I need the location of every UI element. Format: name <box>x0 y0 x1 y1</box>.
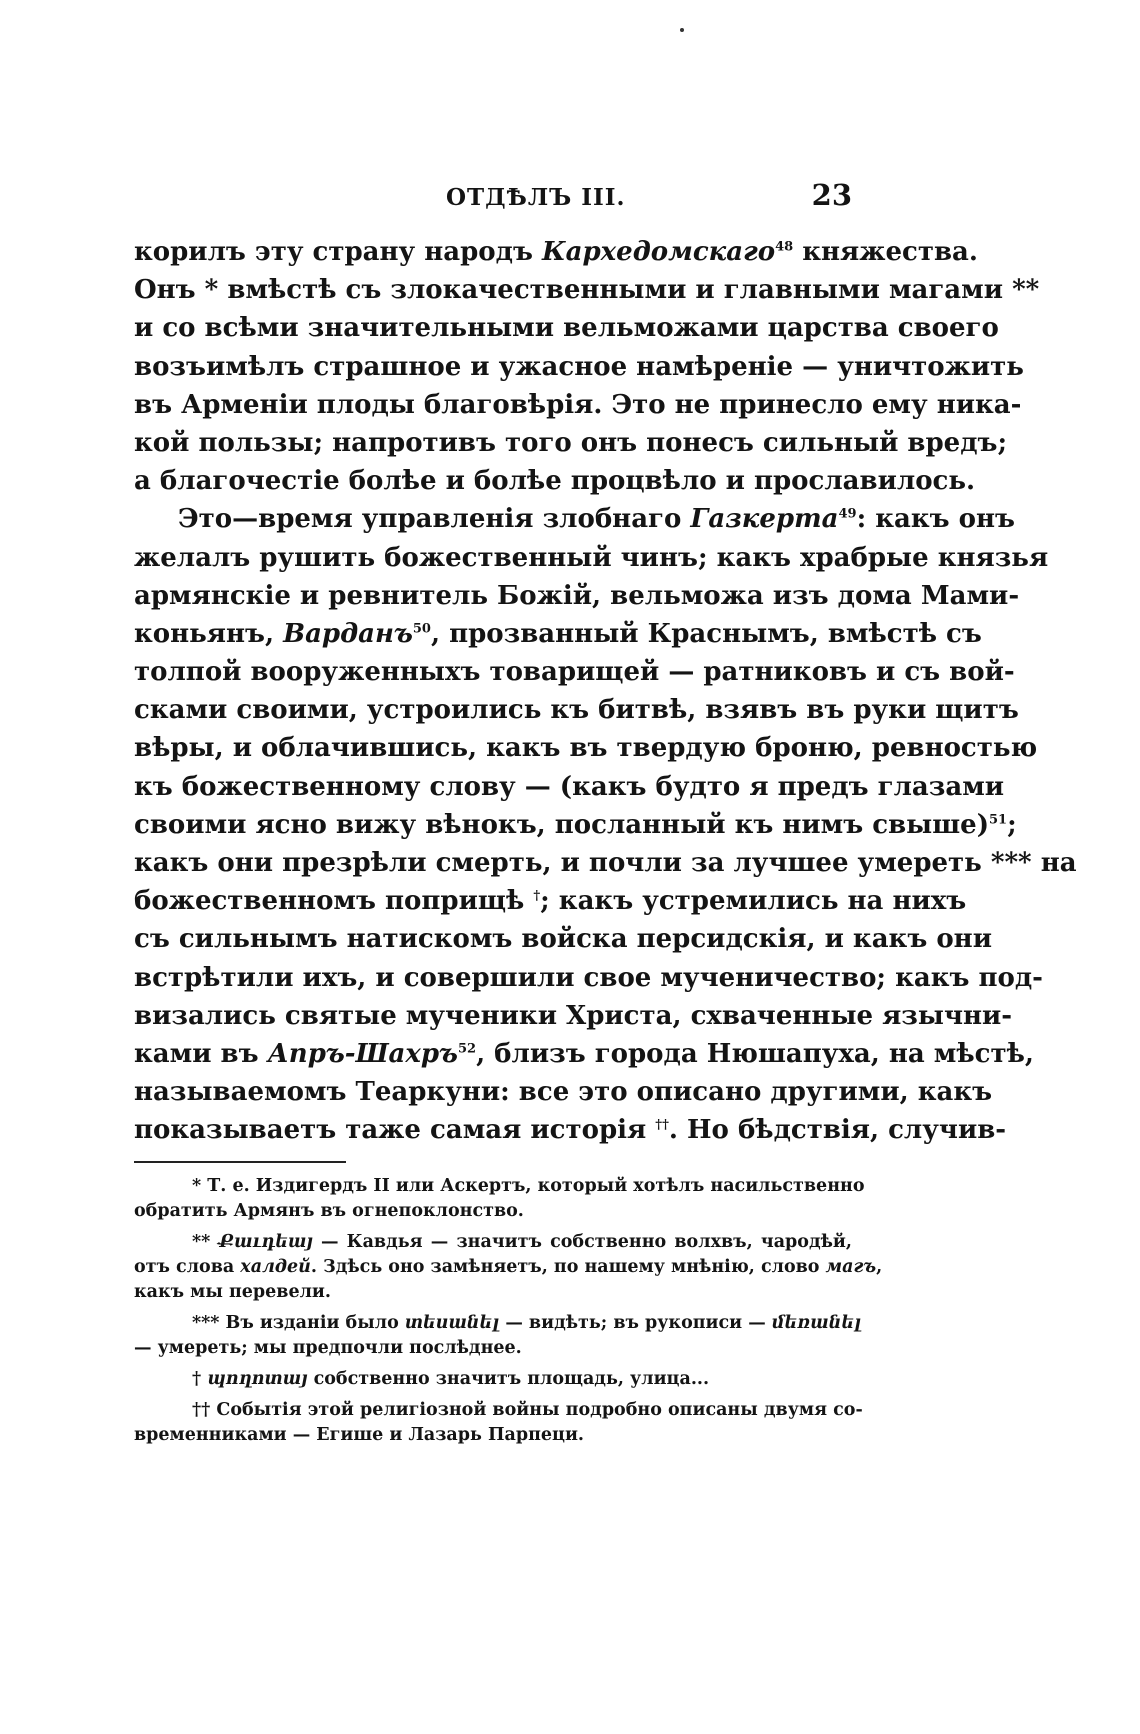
text-line <box>134 577 1020 615</box>
text-line <box>134 539 1049 577</box>
text-run: — видѣть; въ рукописи — <box>499 1313 772 1333</box>
footnote-line <box>134 1255 883 1280</box>
footnote-marker: 50 <box>412 621 431 637</box>
footnote-line <box>134 1398 863 1423</box>
footnotes <box>134 1174 883 1454</box>
footnote-line <box>134 1230 852 1255</box>
text-run: . Но бѣдствія, случив- <box>668 1115 1007 1146</box>
text-run: †† Событія этой религіозной войны подробно описаны двумя со- <box>192 1400 863 1420</box>
footnote <box>134 1230 883 1305</box>
text-run: возъимѣлъ страшное и ужасное намѣреніе — уничтожить <box>134 351 1024 382</box>
text-run: какъ они презрѣли смерть, и почли за лучшее умереть *** на <box>134 848 1077 878</box>
text-line <box>134 615 982 653</box>
footnote-line <box>134 1336 852 1361</box>
text-line <box>134 729 1038 767</box>
text-run: — Кавдья — значитъ собственно волхвъ, чародѣй, <box>312 1232 852 1252</box>
text-run: въ Арменіи плоды благовѣрія. Это не принесло ему ника- <box>134 389 1022 420</box>
text-run: встрѣтили ихъ, и совершили свое мученичество; какъ под- <box>134 962 1043 993</box>
text-run: толпой вооруженныхъ товарищей — ратниковъ и съ вой- <box>134 657 1015 688</box>
text-line <box>134 1035 1034 1073</box>
footnote-line <box>134 1367 852 1392</box>
text-run: сками своими, устроились къ битвѣ, взявъ въ руки щитъ <box>134 695 1019 726</box>
footnote <box>134 1311 862 1361</box>
running-header <box>134 178 852 218</box>
text-line <box>134 997 1013 1035</box>
speck-mark <box>680 28 684 32</box>
text-run: кой пользы; напротивъ того онъ понесъ сильный вредъ; <box>134 427 1008 458</box>
text-run: показываетъ таже самая исторія <box>134 1115 656 1146</box>
italic-term: Апръ-Шахръ <box>267 1038 458 1069</box>
footnote-line <box>134 1280 852 1305</box>
italic-term: Варданъ <box>283 618 413 649</box>
italic-term: պողոտայ <box>207 1369 308 1389</box>
text-run: армянскіе и ревнитель Божій, вельможа изъ дома Мами- <box>134 580 1020 611</box>
text-run: ками въ <box>134 1038 268 1069</box>
text-run: ** <box>192 1232 219 1252</box>
text-run: съ сильнымъ натискомъ войска персидскія, и какъ они <box>134 924 992 955</box>
section-title: ОТДѢЛЪ III. <box>446 184 626 211</box>
italic-term: халдей <box>240 1257 311 1277</box>
footnote-marker: 52 <box>457 1041 477 1057</box>
text-line <box>134 959 1043 997</box>
text-run: , прозванный Краснымъ, вмѣстѣ съ <box>430 618 982 649</box>
text-line <box>134 691 1019 729</box>
text-line <box>134 1111 1007 1149</box>
text-run: обратить Армянъ въ огнепоклонство. <box>134 1201 524 1221</box>
text-line <box>134 768 1005 806</box>
text-run: княжества. <box>793 237 978 267</box>
text-run: : какъ онъ <box>856 504 1015 535</box>
text-run: Это—время управленія злобнаго <box>178 504 691 535</box>
text-line <box>134 806 1017 844</box>
footnote-line <box>134 1423 852 1448</box>
italic-term: Քաւդեայ <box>218 1232 313 1252</box>
text-line <box>134 462 976 500</box>
text-run: вѣры, и облачившись, какъ въ твердую броню, ревностью <box>134 733 1038 764</box>
italic-term: магъ <box>825 1257 877 1277</box>
text-line <box>134 500 1015 538</box>
footnote-marker: 48 <box>775 239 794 255</box>
footnote-marker: 49 <box>838 506 857 522</box>
text-line <box>134 271 1040 309</box>
page-number: 23 <box>811 178 852 212</box>
italic-term: Газкерта <box>690 504 839 535</box>
text-run: , близъ города Нюшапуха, на мѣстѣ, <box>476 1038 1034 1069</box>
main-text <box>134 233 1077 1150</box>
text-run: — умереть; мы предпочли послѣднее. <box>134 1338 522 1358</box>
text-run: корилъ эту страну народъ <box>134 237 542 267</box>
text-run: . Здѣсь оно замѣняетъ, по нашему мнѣнію, слово <box>310 1257 826 1277</box>
text-run: желалъ рушить божественный чинъ; какъ храбрые князья <box>134 542 1049 573</box>
text-run: коньянъ, <box>134 618 284 649</box>
footnote-line <box>134 1174 865 1199</box>
text-run: божественномъ поприщѣ <box>134 886 534 917</box>
text-line <box>134 424 1008 462</box>
footnote-marker: 51 <box>989 812 1008 828</box>
italic-term: Кархедомскаго <box>541 237 776 267</box>
text-run: * Т. е. Издигердъ II или Аскертъ, который хотѣлъ насильственно <box>192 1176 865 1196</box>
text-run: называемомъ Теаркуни: все это описано другими, какъ <box>134 1077 993 1108</box>
text-run: къ божественному слову — (какъ будто я предъ глазами <box>134 771 1005 802</box>
footnote-divider <box>134 1161 346 1163</box>
text-run: собственно значитъ площадь, улица... <box>307 1369 710 1389</box>
text-line <box>134 1073 993 1111</box>
footnote-line <box>134 1199 852 1224</box>
footnote <box>134 1174 865 1224</box>
text-run: Онъ * вмѣстѣ съ злокачественными и главными магами ** <box>134 275 1040 306</box>
text-run: † <box>192 1369 208 1389</box>
italic-term: տեսանել <box>404 1313 500 1333</box>
text-run: ; <box>1007 809 1017 840</box>
footnote-line <box>134 1311 862 1336</box>
text-line <box>134 844 1077 882</box>
text-run: визались святые мученики Христа, схваченные язычни- <box>134 1000 1013 1031</box>
text-line <box>134 920 992 958</box>
text-line <box>134 309 999 347</box>
text-line <box>134 348 1024 386</box>
text-line <box>134 386 1022 424</box>
text-run: , <box>876 1257 883 1277</box>
text-run: своими ясно вижу вѣнокъ, посланный къ нимъ свыше) <box>134 809 990 840</box>
text-line <box>134 653 1015 691</box>
text-run: *** Въ изданіи было <box>192 1313 405 1333</box>
text-run: а благочестіе болѣе и болѣе процвѣло и прославилось. <box>134 466 976 497</box>
footnote <box>134 1367 852 1392</box>
footnote-marker: †† <box>655 1117 669 1133</box>
footnote <box>134 1398 863 1448</box>
text-run: и со всѣми значительными вельможами царства своего <box>134 313 999 344</box>
text-run: отъ слова <box>134 1257 241 1277</box>
text-run: какъ мы перевели. <box>134 1282 331 1302</box>
text-line <box>134 233 978 271</box>
footnote-marker: † <box>533 888 541 904</box>
italic-term: մեռանել <box>771 1313 862 1333</box>
text-line <box>134 882 967 920</box>
text-run: ; какъ устремились на нихъ <box>540 886 967 917</box>
text-run: временниками — Егише и Лазарь Парпеци. <box>134 1425 585 1445</box>
